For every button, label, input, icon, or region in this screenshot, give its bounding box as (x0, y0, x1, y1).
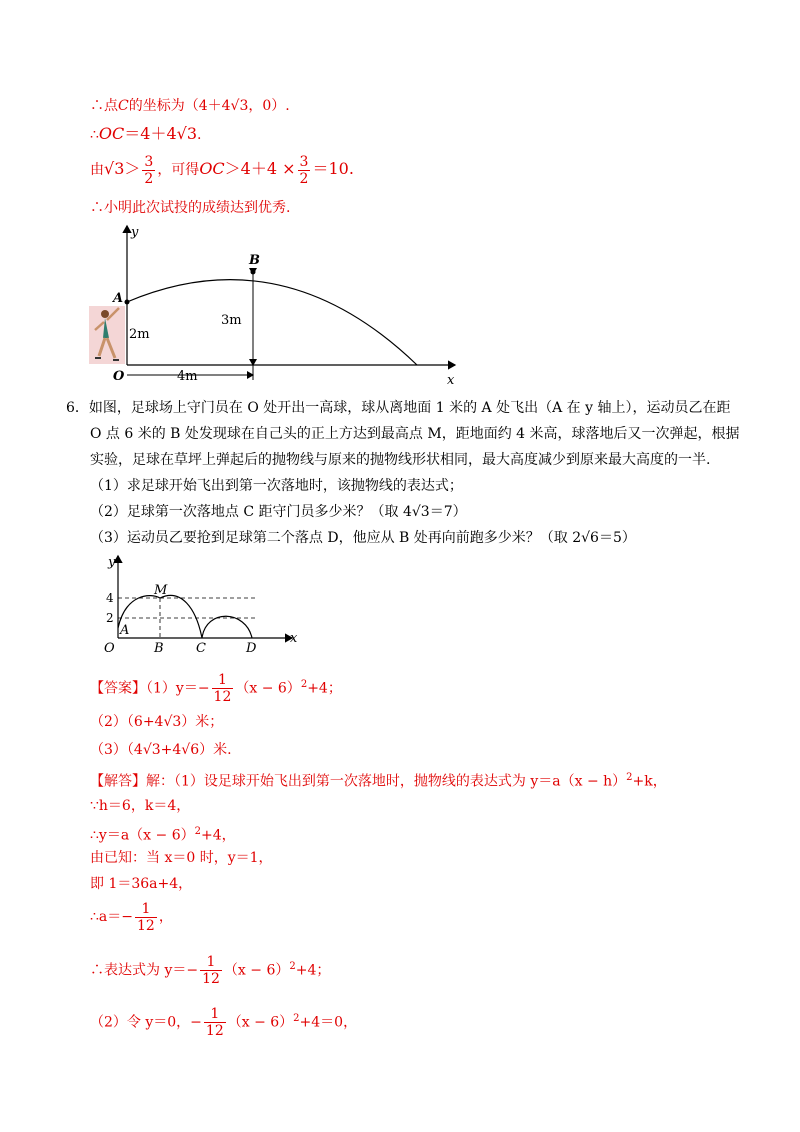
explain-5: 即 1＝36a+4， (90, 876, 193, 892)
point-b (251, 270, 256, 275)
solution-line-2 (90, 124, 201, 145)
exponent: 2 (289, 961, 296, 972)
y-label: y (131, 225, 139, 240)
tick-2: 2 (106, 611, 114, 625)
javelin-figure (85, 220, 465, 390)
text: +k， (632, 773, 667, 790)
radical (231, 96, 249, 116)
answer-2 (90, 712, 223, 732)
text: ）米. (199, 742, 232, 758)
exponent: 2 (194, 826, 201, 837)
radical-value: √3 (176, 124, 198, 143)
numerator: 1 (200, 954, 222, 971)
text: ＞ (124, 159, 141, 178)
text: ＝4＋4 (124, 124, 177, 143)
text: +4 (160, 742, 182, 758)
radical-value: √3 (142, 742, 161, 758)
text: （3）运动员乙要抢到足球第二个落点 D，他应从 B 处再向前跑多少米？（取 2 (90, 530, 582, 546)
denominator: 12 (136, 917, 155, 934)
exponent: 2 (300, 679, 308, 690)
denominator: 2 (299, 170, 309, 187)
label-b: B (249, 253, 260, 268)
label-4m: 4m (177, 369, 198, 384)
text: ∴点 (90, 98, 118, 114)
solution-line-4: ∴小明此次试投的成绩达到优秀. (90, 200, 291, 216)
text: （2）令 y＝0，− (90, 1014, 202, 1031)
label-d: D (246, 641, 257, 656)
text: ＝10. (312, 159, 354, 178)
text: ＝5） (598, 530, 636, 546)
radical-value: √3 (163, 714, 182, 730)
question-3 (90, 528, 636, 548)
numerator: 3 (144, 153, 154, 170)
radical-value: √3 (230, 98, 249, 114)
football-figure (96, 548, 306, 658)
tick-4: 4 (106, 591, 114, 605)
text: ∴表达式为 y＝− (90, 962, 199, 979)
denominator: 12 (202, 971, 220, 988)
text: （2）（6+4 (90, 714, 164, 730)
text: +4＝0， (299, 1014, 358, 1031)
y-label: y (108, 555, 116, 570)
parabola-2 (202, 616, 252, 638)
origin-label: O (104, 641, 115, 656)
label-b: B (154, 641, 164, 656)
text: ∴y＝a（x − 6） (90, 827, 195, 844)
explain-3 (90, 822, 236, 846)
answer-tag: 【答案】 (90, 680, 146, 697)
point-a (125, 300, 130, 305)
answer-3 (90, 740, 232, 760)
text: （x − 6） (227, 1014, 294, 1031)
label-a: A (120, 623, 130, 638)
radical-value: √6 (181, 742, 200, 758)
fraction (142, 154, 155, 187)
text: ， (158, 909, 173, 925)
fraction (212, 672, 234, 705)
label-a: A (113, 291, 124, 306)
explain-4: 由已知：当 x＝0 时，y＝1， (90, 850, 273, 866)
explain-1 (90, 768, 667, 792)
text: （x − 6） (235, 680, 301, 697)
text: ∴ (90, 127, 99, 143)
exponent: 2 (293, 1013, 300, 1024)
problem-line-3: 实验，足球在草坪上弹起后的抛物线与原来的抛物线形状相同，最大高度减少到原来最大高度的一半. (90, 452, 711, 468)
text: . (197, 127, 202, 143)
text: 如图，足球场上守门员在 O 处开出一高球，球从离地面 1 米的 A 处飞出（A 在 y 轴上），运动员乙在距 (88, 400, 731, 416)
solution-line-1 (90, 96, 290, 116)
denominator: 12 (213, 689, 232, 706)
var-c: C (118, 98, 129, 114)
fraction (200, 954, 222, 987)
text: （x − 6） (223, 962, 290, 979)
text: ＞4＋4 × (224, 159, 296, 178)
text: 由 (90, 162, 104, 178)
text: 的坐标为（4＋4 (128, 98, 231, 114)
text: ，可得 (157, 162, 200, 178)
radical-value: √3 (104, 159, 125, 178)
explain-2: ∵h＝6，k＝4， (90, 798, 191, 814)
label-m: M (154, 583, 168, 598)
fraction (204, 1006, 226, 1039)
text: +4， (200, 827, 236, 844)
explain-6 (90, 900, 173, 934)
text: ）米； (181, 714, 224, 730)
x-label: x (290, 631, 298, 646)
explain-tag: 【解答】 (90, 773, 146, 790)
denominator: 12 (205, 1023, 224, 1040)
text: ∴a＝− (90, 909, 133, 925)
explain-8 (90, 1002, 357, 1040)
label-3m: 3m (221, 313, 242, 328)
radical-value: √3 (411, 504, 430, 520)
question-2 (90, 502, 467, 522)
radical-value: √6 (581, 530, 599, 546)
problem-number: 6． (66, 400, 89, 416)
text: ＝7） (429, 504, 467, 520)
text: +4； (295, 962, 331, 979)
label-2m: 2m (129, 327, 150, 342)
text: （3）（4 (90, 742, 143, 758)
x-label: x (447, 373, 455, 388)
fraction (135, 901, 157, 934)
text: （1）y＝− (146, 680, 210, 697)
text: ，0）. (248, 98, 290, 114)
solution-line-3 (90, 152, 354, 187)
trajectory-curve (127, 280, 417, 365)
denominator: 2 (144, 170, 154, 187)
origin-label: O (113, 369, 125, 384)
numerator: 1 (204, 1006, 226, 1023)
explain-7 (90, 950, 330, 988)
problem-line-2: O 点 6 米的 B 处发现球在自己头的正上方达到最高点 M，距地面约 4 米高，球落地后又一次弹起，根据 (90, 426, 740, 442)
numerator: 1 (135, 901, 157, 918)
var-oc: OC (98, 124, 125, 143)
text: 解：（1）设足球开始飞出到第一次落地时，抛物线的表达式为 y＝a（x − h） (146, 773, 627, 790)
exponent: 2 (626, 772, 633, 783)
text: （2）足球第一次落地点 C 距守门员多少米？（取 4 (90, 504, 412, 520)
text: +4； (307, 680, 342, 697)
problem-line-1 (66, 398, 731, 418)
numerator: 3 (299, 153, 309, 170)
answer-1 (90, 668, 342, 706)
fraction (298, 154, 311, 187)
numerator: 1 (212, 672, 234, 689)
var-oc: OC (199, 159, 225, 178)
question-1: （1）求足球开始飞出到第一次落地时，该抛物线的表达式； (90, 478, 463, 494)
label-c: C (196, 641, 206, 656)
